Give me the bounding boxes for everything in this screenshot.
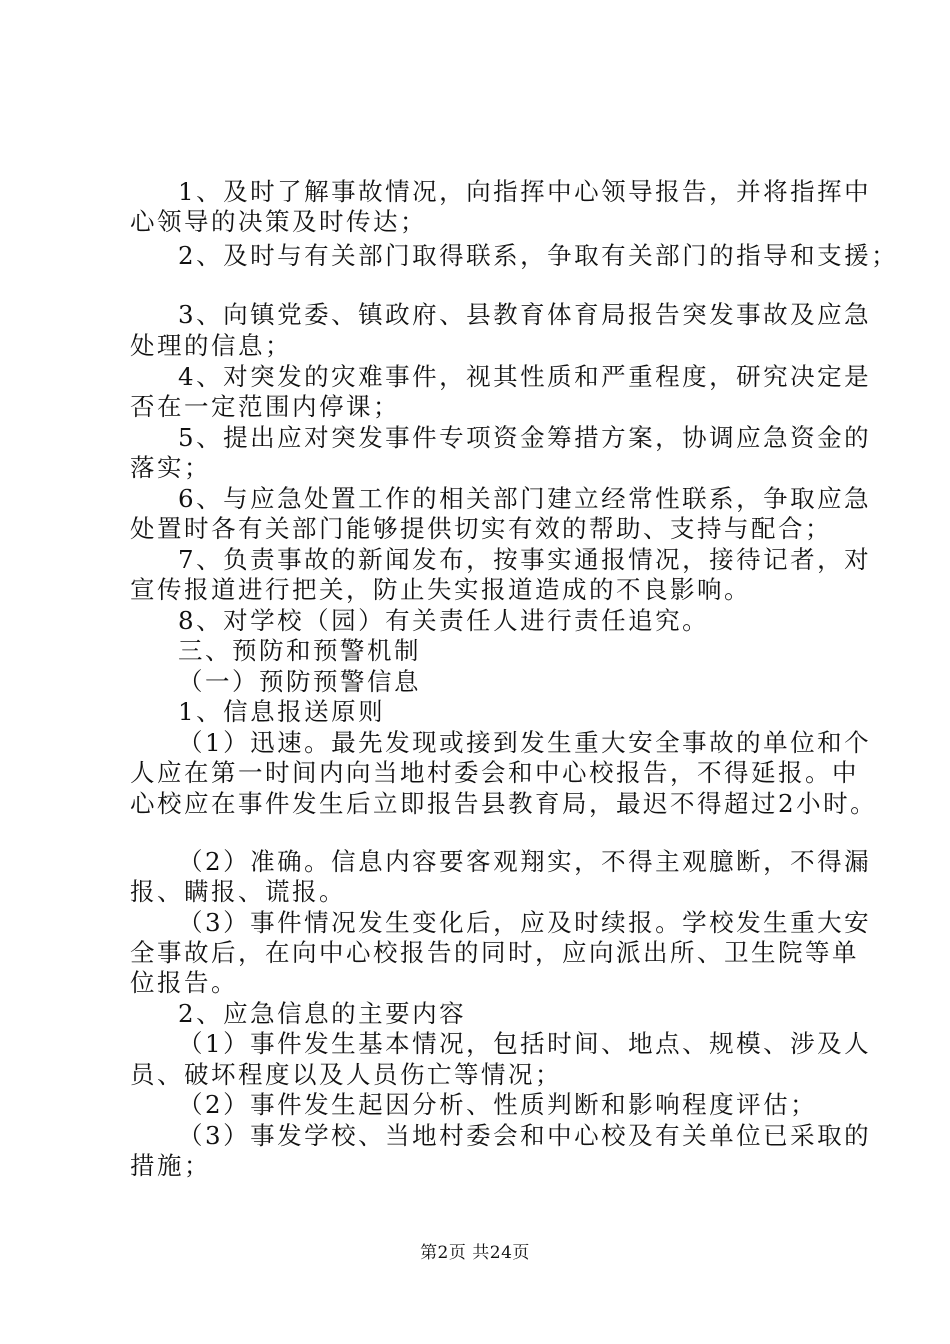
text-line: 报、瞒报、谎报。 [130,877,346,906]
text-line: 心校应在事件发生后立即报告县教育局，最迟不得超过2小时。 [130,789,878,818]
text-line: 1、及时了解事故情况，向指挥中心领导报告，并将指挥中 [178,177,872,206]
text-line: 6、与应急处置工作的相关部门建立经常性联系，争取应急 [178,484,872,513]
text-line: 2、应急信息的主要内容 [178,999,467,1028]
text-line: （2）准确。信息内容要客观翔实，不得主观臆断，不得漏 [178,847,872,876]
text-line: （3）事件情况发生变化后，应及时续报。学校发生重大安 [178,908,872,937]
text-line: （1）事件发生基本情况，包括时间、地点、规模、涉及人 [178,1029,872,1058]
text-line: 4、对突发的灾难事件，视其性质和严重程度，研究决定是 [178,362,872,391]
text-line: 位报告。 [130,968,238,997]
text-line: 宣传报道进行把关，防止失实报道造成的不良影响。 [130,575,751,604]
text-line: 2、及时与有关部门取得联系，争取有关部门的指导和支援； [178,241,899,270]
text-line: 1、信息报送原则 [178,697,386,726]
text-line: 全事故后，在向中心校报告的同时，应向派出所、卫生院等单 [130,938,859,967]
text-line: 8、对学校（园）有关责任人进行责任追究。 [178,606,710,635]
text-line: 落实； [130,453,211,482]
text-line: （2）事件发生起因分析、性质判断和影响程度评估； [178,1090,818,1119]
text-line: 心领导的决策及时传达； [130,207,427,236]
text-line: （3）事发学校、当地村委会和中心校及有关单位已采取的 [178,1121,872,1150]
text-line: 否在一定范围内停课； [130,392,400,421]
text-line: 员、破坏程度以及人员伤亡等情况； [130,1060,562,1089]
text-line: 人应在第一时间内向当地村委会和中心校报告，不得延报。中 [130,758,859,787]
text-line: 5、提出应对突发事件专项资金筹措方案，协调应急资金的 [178,423,872,452]
text-line: 7、负责事故的新闻发布，按事实通报情况，接待记者，对 [178,545,872,574]
text-line: 处理的信息； [130,331,292,360]
text-line: 3、向镇党委、镇政府、县教育体育局报告突发事故及应急 [178,300,872,329]
text-line: 三、预防和预警机制 [178,636,421,665]
text-line: （一）预防预警信息 [178,667,421,696]
page-number-footer: 第2页 共24页 [420,1243,530,1263]
text-line: 措施； [130,1151,211,1180]
text-line: 处置时各有关部门能够提供切实有效的帮助、支持与配合； [130,514,832,543]
text-line: （1）迅速。最先发现或接到发生重大安全事故的单位和个 [178,728,872,757]
